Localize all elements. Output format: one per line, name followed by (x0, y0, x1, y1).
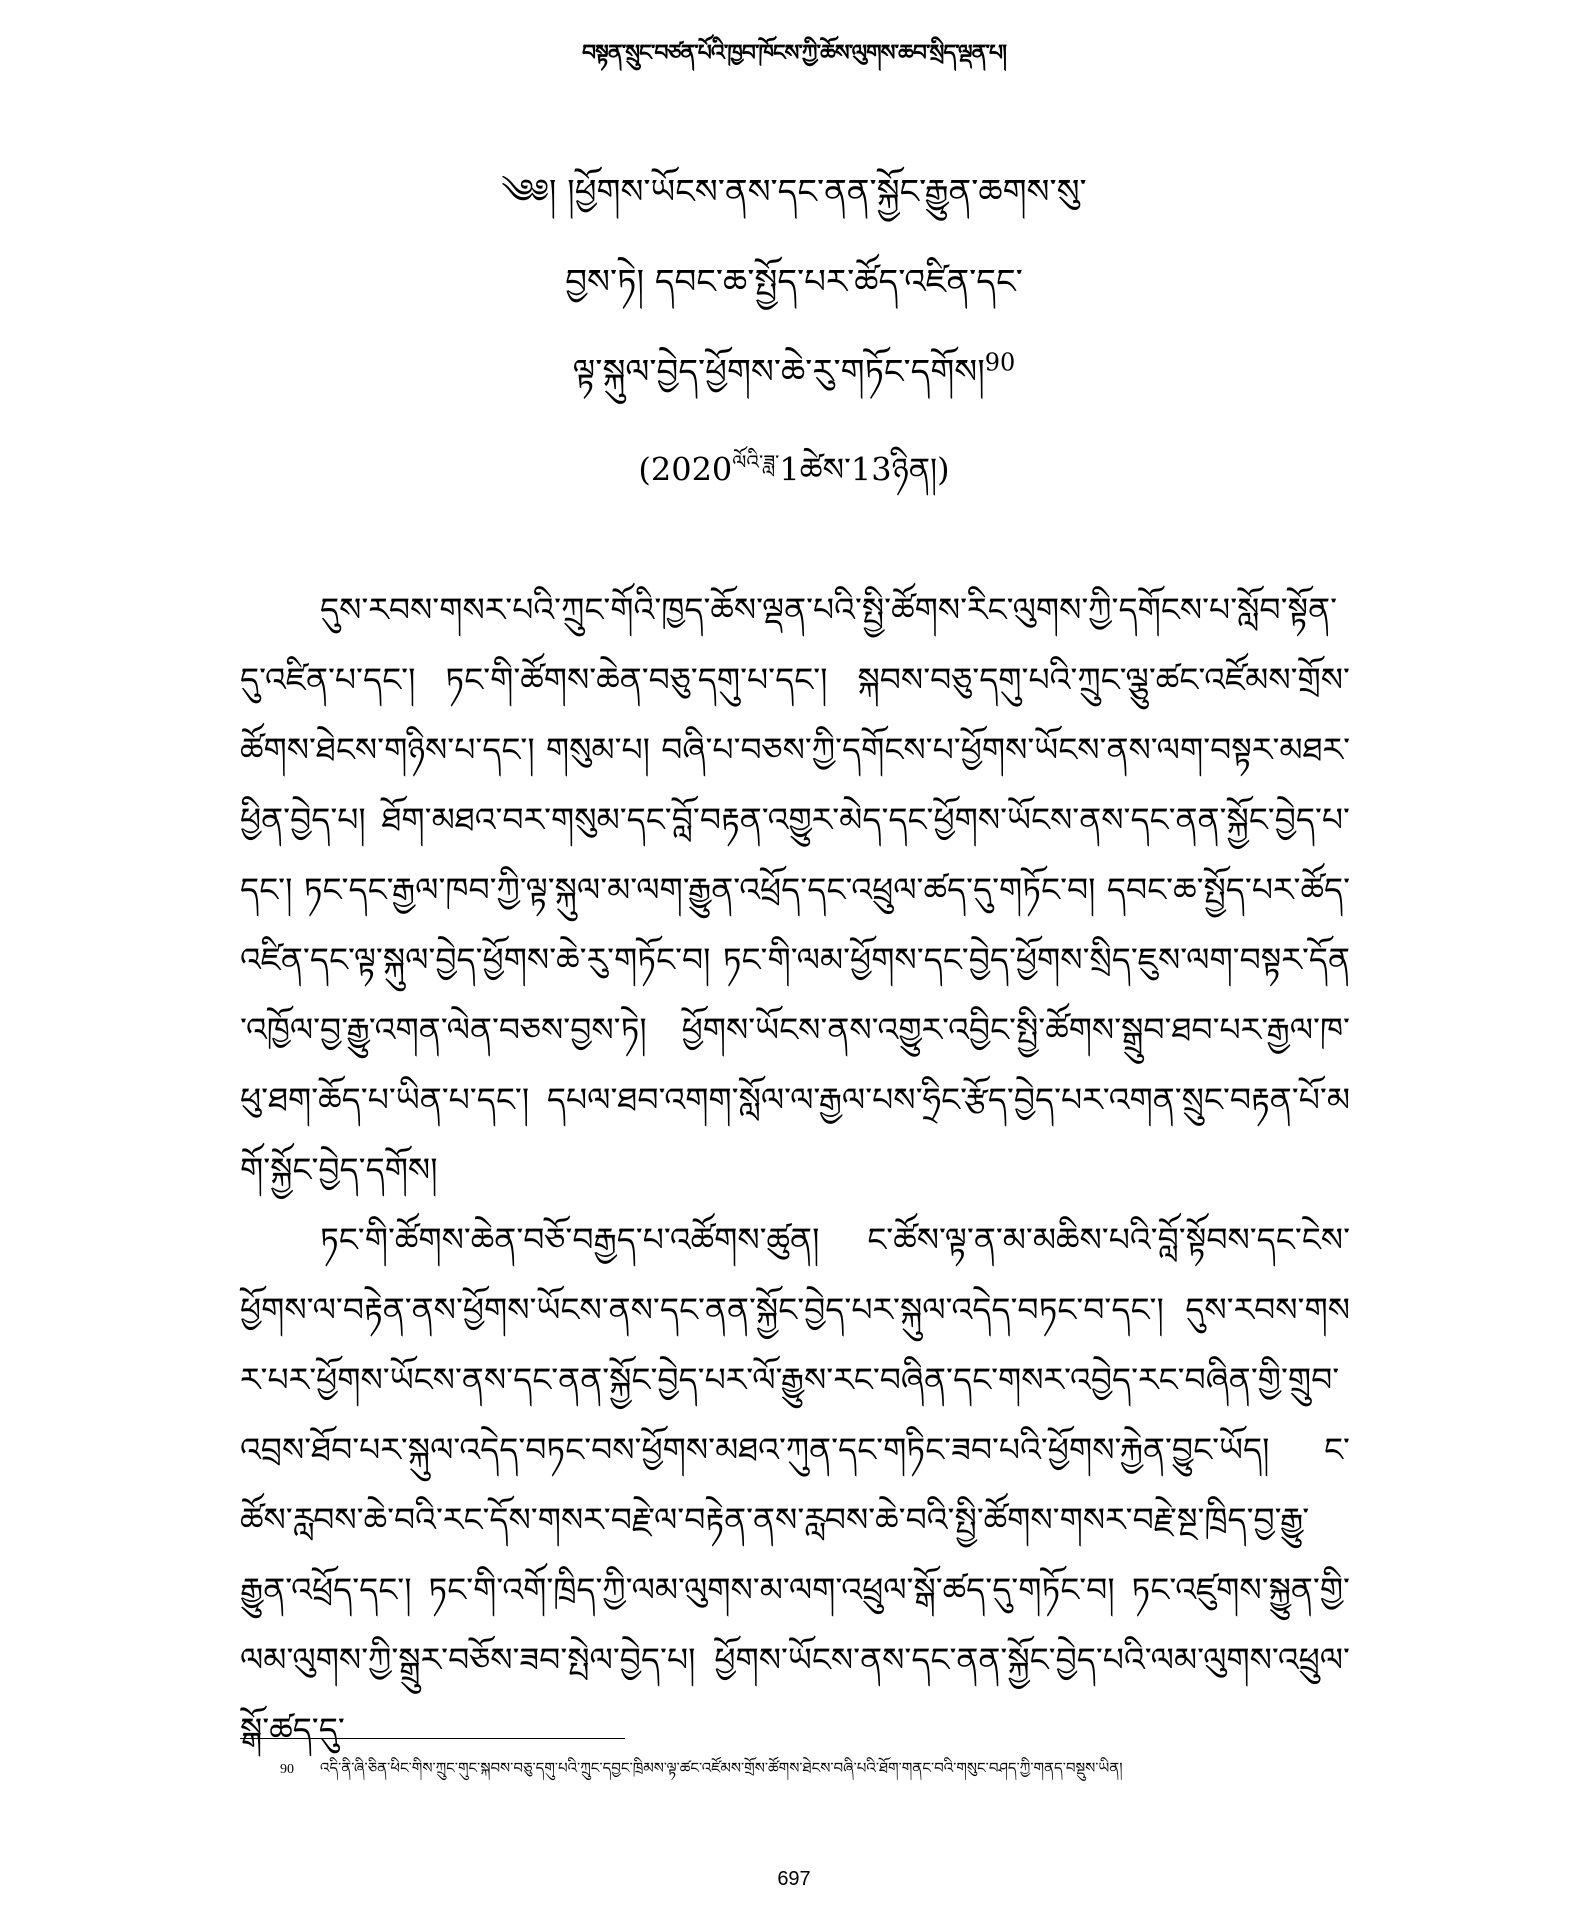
page-number: 697 (777, 1868, 811, 1890)
footnote-text: འདི་ནི་ཞི་ཅིན་ཕིང་གིས་ཀྲུང་གུང་སྐབས་བཅུ་དགུ་པའི་ཀྲུང་དབྱང་ཁྲིམས་ལྟ་ཚང་འཛོམས་གྲོས་ཚོགས་ཐེངས་བཞི་པའི་ཐོག་གནང་བའི་གསུང་བཤད་ཀྱི་གནད་བསྡུས་ཡིན། (320, 1759, 1123, 1777)
title-line-3-text: ལྟ་སྐུལ་བྱེད་ཕྱོགས་ཆེ་རུ་གཏོང་དགོས། (572, 352, 985, 392)
title-line-2: བྱས་ཏེ། དབང་ཆ་སྤྱོད་པར་ཚོད་འཛིན་དང་ (565, 262, 1023, 302)
paragraph-2: ཏང་གི་ཚོགས་ཆེན་བཅོ་བརྒྱད་པ་འཚོགས་ཚུན། ང་ཚོས་ལྟ་ན་མ་མཆིས་པའི་བློ་སྟོབས་དང་ངེས་ཕྱོགས་ལ་བརྟེན་ནས་ཕྱོགས་ཡོངས་ནས་དང་ནན་སྐྱོང་བྱེད་པར་སྐུལ་འདེད་བཏང་བ་དང་། དུས་རབས་གསར་པར་ཕྱོགས་ཡོངས་ནས་དང་ནན་སྐྱོང་བྱེད་པར་ལོ་རྒྱུས་རང་བཞིན་དང་གསར་འབྱེད་རང་བཞིན་གྱི་གྲུབ་འབྲས་ཐོབ་པར་སྐུལ་འདེད་བཏང་བས་ཕྱོགས་མཐའ་ཀུན་དང་གཏིང་ཟབ་པའི་ཕྱོགས་རྐྱེན་བྱུང་ཡོད། ང་ཚོས་རླབས་ཆེ་བའི་རང་དོས་གསར་བརྗེ་ལ་བརྟེན་ནས་རླབས་ཆེ་བའི་སྤྱི་ཚོགས་གསར་བརྗེ་སྔ་ཁྲིད་བྱ་རྒྱུ་རྒྱུན་འཕྲོད་དང་། ཏང་གི་འགོ་ཁྲིད་ཀྱི་ལམ་ལུགས་མ་ལག་འཕྲུལ་སྒོ་ཚད་དུ་གཏོང་བ། ཏང་འཛུགས་སྐྱུན་གྱི་ལམ་ལུགས་ཀྱི་སྒྲུར་བཅོས་ཟབ་སྤེལ་བྱེད་པ། ཕྱོགས་ཡོངས་ནས་དང་ནན་སྐྱོང་བྱེད་པའི་ལམ་ལུགས་འཕྲུལ་སྒོ་ཚད་དུ་ (240, 1220, 1350, 1749)
footnote-divider (240, 1738, 625, 1739)
date-open: (2020 (638, 450, 733, 489)
date-year-suffix: ལོའི་ཟླ་ (732, 450, 780, 474)
footnote (280, 1757, 1350, 1781)
date-month: 1 (779, 450, 800, 489)
footnote-number: 90 (280, 1762, 294, 1777)
title-date (0, 440, 1588, 492)
running-header: བསྟན་སྲུང་བཙན་པོའི་ཁྱབ་ཁོངས་ཀྱི་ཆོས་ལུགས་ཆབ་སྲིད་ལྡན་པ། (582, 40, 1006, 66)
paragraph-1: དུས་རབས་གསར་པའི་ཀྲུང་གོའི་ཁྱད་ཆོས་ལྡན་པའི་སྤྱི་ཚོགས་རིང་ལུགས་ཀྱི་དགོངས་པ་སློབ་སྟོན་དུ་འཛིན་པ་དང་། ཏང་གི་ཚོགས་ཆེན་བཅུ་དགུ་པ་དང་། སྐབས་བཅུ་དགུ་པའི་ཀྲུང་ལྕུ་ཚང་འཛོམས་གྲོས་ཚོགས་ཐེངས་གཉིས་པ་དང་། གསུམ་པ། བཞི་པ་བཅས་ཀྱི་དགོངས་པ་ཕྱོགས་ཡོངས་ནས་ལག་བསྟར་མཐར་ཕྱིན་བྱེད་པ། ཐོག་མཐའ་བར་གསུམ་དང་བློ་བརྟན་འགྱུར་མེད་དང་ཕྱོགས་ཡོངས་ནས་དང་ནན་སྐྱོང་བྱེད་པ་དང་། ཏང་དང་རྒྱལ་ཁབ་ཀྱི་ལྟ་སྐུལ་མ་ལག་རྒྱུན་འཕྲོད་དང་འཕྲུལ་ཚད་དུ་གཏོང་བ། དབང་ཆ་སྤྱོད་པར་ཚོད་འཛིན་དང་ལྟ་སྐུལ་བྱེད་ཕྱོགས་ཆེ་རུ་གཏོང་བ། ཏང་གི་ལམ་ཕྱོགས་དང་བྱེད་ཕྱོགས་སྲིད་ཇུས་ལག་བསྟར་དོན་འཁྱོལ་བྱ་རྒྱུ་འགན་ལེན་བཅས་བྱས་ཏེ། ཕྱོགས་ཡོངས་ནས་འགྱུར་འབྱིང་སྤྱི་ཚོགས་སྒྲུབ་ཐབ་པར་རྒྱལ་ཁ་ཕུ་ཐག་ཆོད་པ་ཡིན་པ་དང་། དཔལ་ཐབ་འགག་སློལ་ལ་རྒྱལ་པས་ཧྲིང་རྩོད་བྱེད་པར་འགན་སྲུང་བརྟན་པོ་མགོ་སྐྱོང་བྱེད་དགོས། (240, 590, 1350, 1189)
footnote-reference[interactable]: 90 (984, 348, 1016, 377)
title-line-3 (0, 350, 1588, 394)
date-day-label: ཚེས་ (799, 450, 851, 489)
date-day: 13 (850, 450, 892, 489)
date-close: ཉིན།) (891, 450, 950, 489)
article-title (0, 170, 1588, 492)
body-text (240, 575, 1350, 1765)
title-line-1: ༄༅། །ཕྱོགས་ཡོངས་ནས་དང་ནན་སྐྱོང་རྒྱུན་ཆགས་སུ་ (501, 172, 1087, 212)
